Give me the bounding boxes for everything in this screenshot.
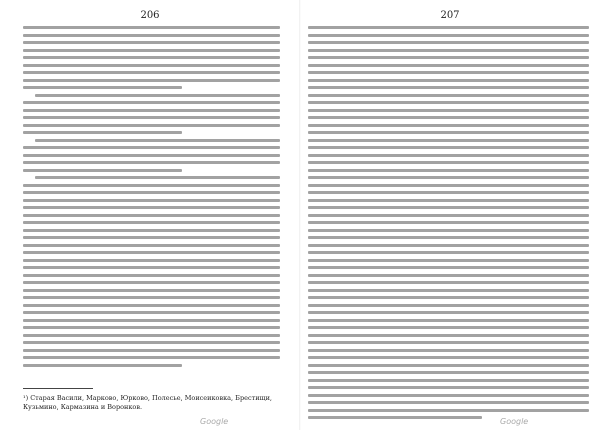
text-line <box>308 341 589 344</box>
text-line <box>23 131 182 134</box>
text-line <box>23 349 280 352</box>
right-page <box>300 0 600 430</box>
text-line <box>308 41 589 44</box>
text-line <box>308 371 589 374</box>
text-line <box>308 79 589 82</box>
text-line <box>23 161 280 164</box>
text-line <box>308 349 589 352</box>
text-line <box>308 71 589 74</box>
text-line <box>23 251 280 254</box>
text-line <box>308 139 589 142</box>
text-line <box>308 221 589 224</box>
text-line <box>308 199 589 202</box>
text-line <box>308 244 589 247</box>
text-line <box>308 409 589 412</box>
text-line <box>308 49 589 52</box>
text-line <box>23 221 280 224</box>
footnote: ¹) Старая Васили, Марково, Юрково, Полесье, Моисеиковка, Брестищи, Кузьмино, Кармазина и Воронков. <box>23 394 272 411</box>
right-body-text <box>308 26 589 426</box>
text-line <box>308 206 589 209</box>
text-line <box>308 131 589 134</box>
text-line <box>308 86 589 89</box>
footnote-divider <box>23 388 93 389</box>
text-line <box>308 214 589 217</box>
text-line <box>23 116 280 119</box>
text-line <box>308 229 589 232</box>
text-line <box>308 34 589 37</box>
text-line <box>23 41 280 44</box>
text-line <box>308 274 589 277</box>
text-line <box>308 379 589 382</box>
text-line <box>23 34 280 37</box>
text-line <box>23 154 280 157</box>
text-line <box>308 191 589 194</box>
text-line <box>308 319 589 322</box>
page-number-left: 206 <box>140 10 160 21</box>
text-line <box>35 139 280 142</box>
text-line <box>308 401 589 404</box>
text-line <box>23 244 280 247</box>
text-line <box>23 341 280 344</box>
text-line <box>23 259 280 262</box>
text-line <box>23 281 280 284</box>
text-line <box>308 26 589 29</box>
text-line <box>23 356 280 359</box>
text-line <box>308 394 589 397</box>
text-line <box>308 326 589 329</box>
text-line <box>35 176 280 179</box>
text-line <box>23 296 280 299</box>
text-line <box>23 79 280 82</box>
text-line <box>308 289 589 292</box>
text-line <box>308 386 589 389</box>
text-line <box>23 334 280 337</box>
text-line <box>308 334 589 337</box>
text-line <box>23 109 280 112</box>
text-line <box>308 311 589 314</box>
text-line <box>308 364 589 367</box>
text-line <box>308 356 589 359</box>
text-line <box>308 259 589 262</box>
text-line <box>23 364 182 367</box>
text-line <box>23 229 280 232</box>
text-line <box>308 236 589 239</box>
text-line <box>308 56 589 59</box>
text-line <box>23 319 280 322</box>
page-number-right: 207 <box>440 10 460 21</box>
text-line <box>308 94 589 97</box>
text-line <box>23 124 280 127</box>
text-line <box>23 214 280 217</box>
text-line <box>308 251 589 254</box>
text-line <box>23 274 280 277</box>
text-line <box>23 169 182 172</box>
text-line <box>308 161 589 164</box>
text-line <box>23 236 280 239</box>
text-line <box>23 26 280 29</box>
text-line <box>23 64 280 67</box>
text-line <box>35 94 280 97</box>
text-line <box>308 169 589 172</box>
text-line <box>23 199 280 202</box>
text-line <box>308 304 589 307</box>
text-line <box>308 116 589 119</box>
text-line <box>308 416 482 419</box>
watermark-right: Google <box>500 417 529 426</box>
text-line <box>308 296 589 299</box>
text-line <box>308 124 589 127</box>
text-line <box>308 176 589 179</box>
text-line <box>23 146 280 149</box>
text-line <box>23 101 280 104</box>
text-line <box>308 109 589 112</box>
text-line <box>23 206 280 209</box>
text-line <box>308 184 589 187</box>
text-line <box>23 289 280 292</box>
text-line <box>23 71 280 74</box>
text-line <box>23 311 280 314</box>
text-line <box>23 326 280 329</box>
text-line <box>308 281 589 284</box>
text-line <box>23 184 280 187</box>
text-line <box>308 154 589 157</box>
text-line <box>308 64 589 67</box>
text-line <box>308 146 589 149</box>
left-body-text <box>23 26 280 370</box>
text-line <box>308 101 589 104</box>
text-line <box>23 56 280 59</box>
text-line <box>23 49 280 52</box>
text-line <box>23 191 280 194</box>
text-line <box>23 86 182 89</box>
text-line <box>23 304 280 307</box>
watermark-left: Google <box>200 417 229 426</box>
text-line <box>308 266 589 269</box>
text-line <box>23 266 280 269</box>
